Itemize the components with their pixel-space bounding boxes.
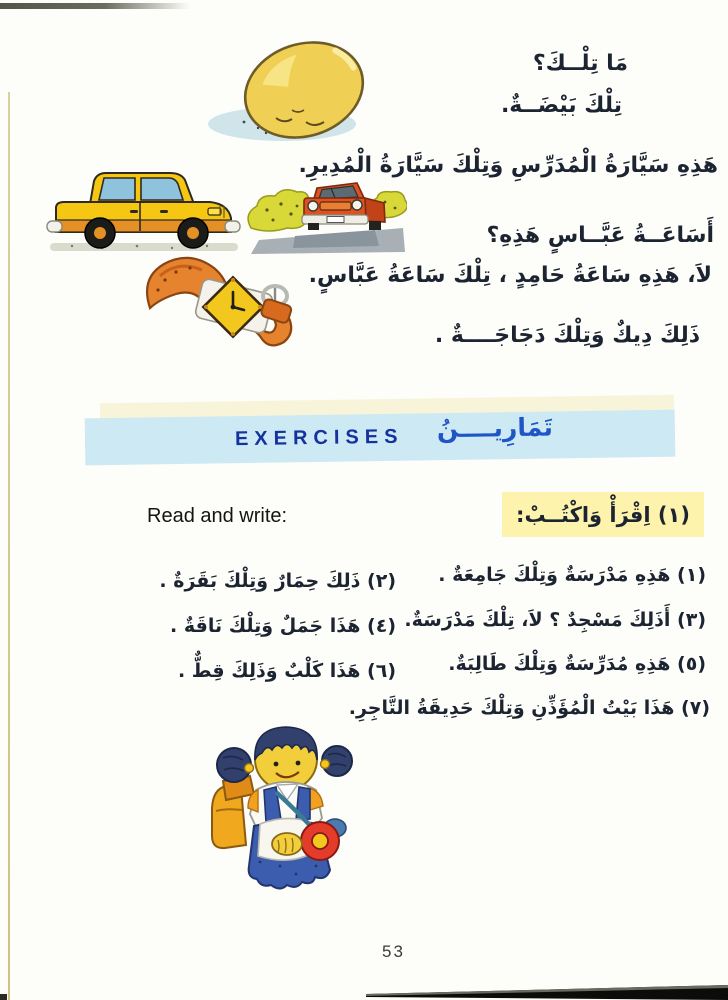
exercise-item-1: (١) هَذِهِ مَدْرَسَةٌ وَتِلْكَ جَامِعَةٌ . [438, 564, 706, 586]
director-car-red [248, 183, 407, 254]
instruction-arabic-highlight [502, 492, 704, 537]
scan-artifact-top-line [0, 3, 190, 9]
scan-artifact-bottom-wedge [366, 985, 728, 1000]
exercise-item-3: (٣) أَذَلِكَ مَسْجِدٌ ؟ لاَ، تِلْكَ مَدْرَسَةٌ. [404, 609, 706, 631]
exercise-item-4: (٤) هَذَا جَمَلٌ وَتِلْكَ نَاقَةٌ . [170, 615, 396, 637]
instruction-english: Read and write: [147, 505, 288, 527]
schoolgirl-illustration [196, 716, 374, 901]
reading-line-watch-question: أَسَاعَــةُ عَبَّــاسٍ هَذِهِ؟ [486, 223, 714, 248]
exercise-item-6: (٦) هَذَا كَلْبٌ وَذَلِكَ قِطٌّ . [177, 660, 396, 682]
watch-illustration [138, 246, 306, 358]
exercise-item-5: (٥) هَذِهِ مُدَرِّسَةٌ وَتِلْكَ طَالِبَةٌ. [448, 653, 706, 675]
exercise-item-7: (٧) هَذَا بَيْتُ الْمُؤَذِّنِ وَتِلْكَ حَدِيقَةُ التَّاجِرِ. [348, 697, 710, 719]
teacher-car-yellow [47, 173, 240, 251]
instruction-arabic: (١) اِقْرَأْ وَاكْتُــبْ: [516, 502, 690, 527]
cars-illustration [42, 158, 407, 260]
reading-line-that-is-an-egg: تِلْكَ بَيْضَــةٌ. [500, 93, 622, 118]
exercises-title-english: EXERCISES [234, 425, 404, 451]
scan-artifact-left-line [8, 92, 10, 1000]
reading-line-what-is-that: مَا تِلْــكَ؟ [532, 51, 628, 76]
reading-line-cars: هَذِهِ سَيَّارَةُ الْمُدَرِّسِ وَتِلْكَ سَيَّارَةُ الْمُدِيرِ. [298, 153, 718, 178]
exercises-banner [85, 410, 676, 466]
reading-line-rooster-hen: ذَلِكَ دِيكٌ وَتِلْكَ دَجَاجَــــةٌ . [434, 323, 700, 348]
egg-illustration [196, 32, 396, 150]
page-number: 53 [382, 942, 405, 961]
reading-line-watch-answer: لاَ، هَذِهِ سَاعَةُ حَامِدٍ ، تِلْكَ سَاعَةُ عَبَّاسٍ. [308, 263, 712, 288]
scan-artifact-corner-mark [0, 994, 7, 1000]
exercises-title-arabic: تَمَارِيــــنُ [436, 412, 554, 444]
exercise-item-2: (٢) ذَلِكَ حِمَارٌ وَتِلْكَ بَقَرَةٌ . [159, 570, 396, 592]
